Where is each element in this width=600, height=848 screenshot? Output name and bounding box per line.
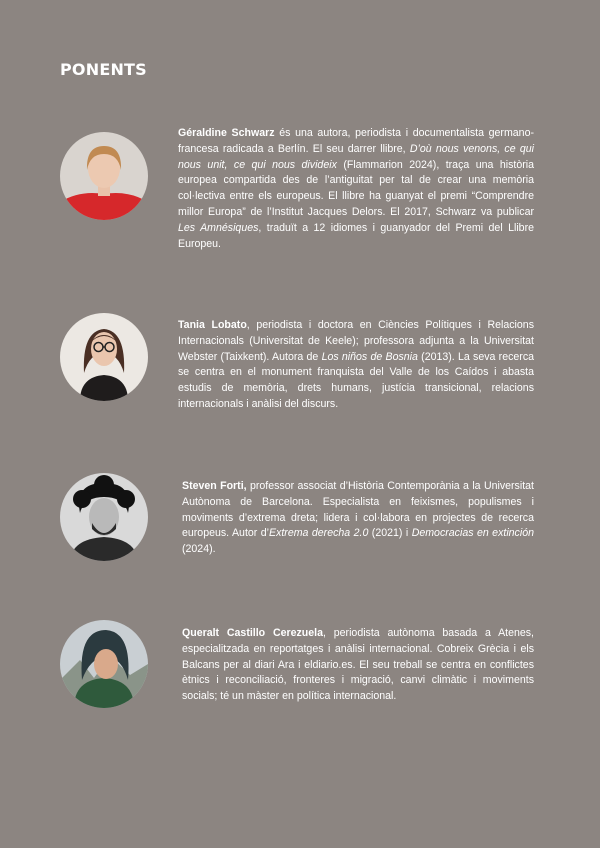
speaker-name: Queralt Castillo Cerezuela (182, 627, 324, 639)
speaker-bio (182, 479, 534, 558)
speaker-photo (60, 313, 148, 401)
bio-text: , periodista i doctora en Ciències Polítiques i Relacions Internacionals (Universitat de Keele); professora adjunta a la Universitat Webster (Taixkent). Autora de (178, 319, 534, 363)
speaker-photo (60, 473, 148, 561)
bio-text: (2021) i (368, 527, 412, 540)
page-title: PONENTS (60, 60, 147, 79)
bio-text: , traduït a 12 idiomes i guanyador del Premi del Llibre Europeu. (178, 221, 534, 250)
speaker-bio (178, 318, 534, 413)
speaker-name: Steven Forti, (182, 480, 247, 492)
bio-text: (Flammarion 2024), traça una història europea compartida des de l’antiguitat per tal de crear una memòria col·lectiva entre els europeus. El llibre ha guanyat el premi “Comprendre millor Europa” de l’Institut Jacques Delors. El 2017, Schwarz va publicar (178, 158, 534, 218)
speaker-photo (60, 620, 148, 708)
speaker-bio (182, 626, 534, 705)
speaker-name: Tania Lobato (178, 319, 247, 331)
speaker-photo (60, 132, 148, 220)
work-title: Les Amnésiques (178, 221, 259, 234)
work-title: D’où nous venons, ce qui nous unit, ce qui nous divideix (178, 142, 534, 171)
bio-text: professor associat d’Història Contemporània a la Universitat Autònoma de Barcelona. Especialista en feixismes, populismes i moviments d’extrema dreta; lidera i col·labora en projectes de recerca europeus. Autor d’ (182, 480, 534, 540)
work-title: Los niños de Bosnia (321, 350, 418, 363)
bio-text: és una autora, periodista i documentalista germano-francesa radicada a Berlín. El seu darrer llibre, (178, 127, 534, 155)
bio-text: (2024). (182, 543, 216, 556)
bio-text: (2013). La seva recerca se centra en el monument franquista del Valle de los Caídos i abasta estudis de memòria, drets humans, justícia transicional, relacions internacionals i anàlisi del discurs. (178, 350, 535, 410)
speaker-bio (178, 126, 534, 252)
speaker-name: Géraldine Schwarz (178, 127, 275, 139)
work-title: Democracias en extinción (411, 527, 534, 540)
work-title: Extrema derecha 2.0 (269, 527, 369, 540)
bio-text: , periodista autònoma basada a Atenes, especialitzada en reportatges i anàlisi internacional. Cobreix Grècia i els Balcans per al diari Ara i eldiario.es. El seu treball se centra en conflictes ètnics i reconciliació, fronteres i migració, canvi climàtic i moviments socials; té un màster en política internacional. (182, 627, 535, 703)
